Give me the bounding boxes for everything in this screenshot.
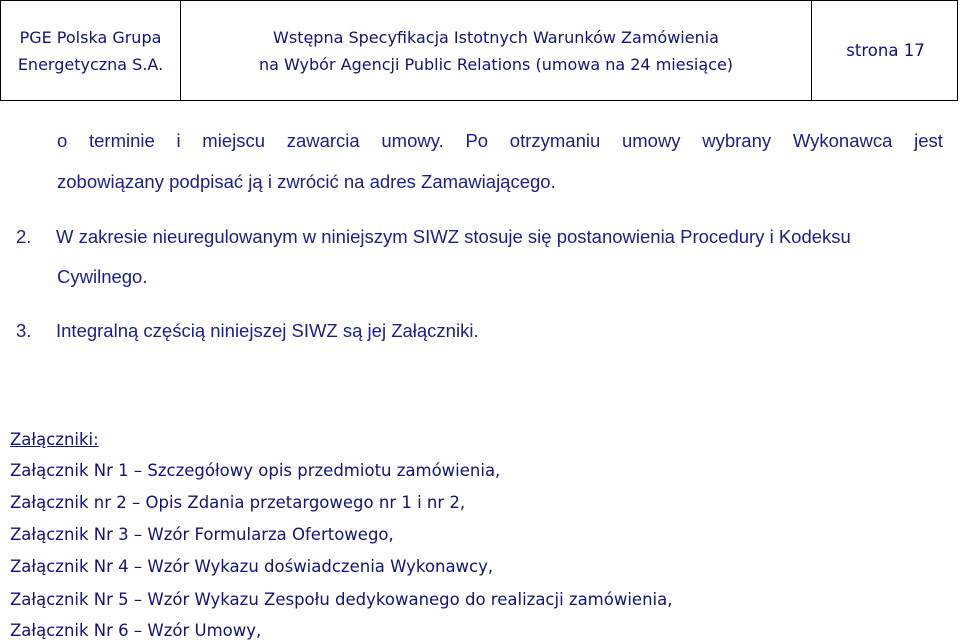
list-item-text: Integralną częścią niniejszej SIWZ są jej Załączniki. (56, 320, 479, 341)
word: terminie (88, 130, 155, 151)
word: o (57, 130, 68, 151)
page-number: strona 17 (846, 41, 925, 60)
attachment-item: Załącznik nr 2 – Opis Zdania przetargowego nr 1 i nr 2, (10, 493, 466, 512)
word: jest (914, 130, 943, 151)
word: zawarcia (286, 130, 360, 151)
list-item-2 (16, 226, 851, 248)
word: miejscu (202, 130, 266, 151)
attachments-heading: Załączniki: (10, 430, 99, 449)
list-number: 2. (16, 226, 32, 247)
paragraph-line (57, 130, 943, 152)
word: otrzymaniu (509, 130, 601, 151)
list-item-2-continuation: Cywilnego. (57, 266, 148, 287)
company-cell (1, 1, 181, 100)
paragraph-line: zobowiązany podpisać ją i zwrócić na adres Zamawiającego. (57, 171, 556, 192)
company-name-line2: Energetyczna S.A. (17, 54, 164, 74)
attachment-item: Załącznik Nr 3 – Wzór Formularza Ofertowego, (10, 525, 394, 544)
list-item-text: W zakresie nieuregulowanym w niniejszym SIWZ stosuje się postanowienia Procedury i Kodeksu (56, 226, 851, 247)
document-title-line1: Wstępna Specyfikacja Istotnych Warunków Zamówienia (273, 27, 719, 47)
word: i (176, 130, 181, 151)
attachment-item: Załącznik Nr 5 – Wzór Wykazu Zespołu dedykowanego do realizacji zamówienia, (10, 590, 673, 609)
page-number-cell (812, 1, 959, 100)
attachment-item: Załącznik Nr 1 – Szczegółowy opis przedmiotu zamówienia, (10, 461, 501, 480)
document-title-cell (181, 1, 812, 100)
word: umowy (621, 130, 681, 151)
attachment-item: Załącznik Nr 6 – Wzór Umowy, (10, 621, 262, 640)
document-title-line2: na Wybór Agencji Public Relations (umowa na 24 miesiące) (258, 54, 734, 74)
word: Po (465, 130, 489, 151)
word: Wykonawca (792, 130, 893, 151)
list-number: 3. (16, 320, 32, 341)
company-name-line1: PGE Polska Grupa (19, 27, 162, 47)
attachment-item: Załącznik Nr 4 – Wzór Wykazu doświadczenia Wykonawcy, (10, 557, 494, 576)
word: umowy. (381, 130, 444, 151)
word: wybrany (702, 130, 772, 151)
page-header (0, 0, 958, 101)
list-item-3 (16, 320, 479, 342)
